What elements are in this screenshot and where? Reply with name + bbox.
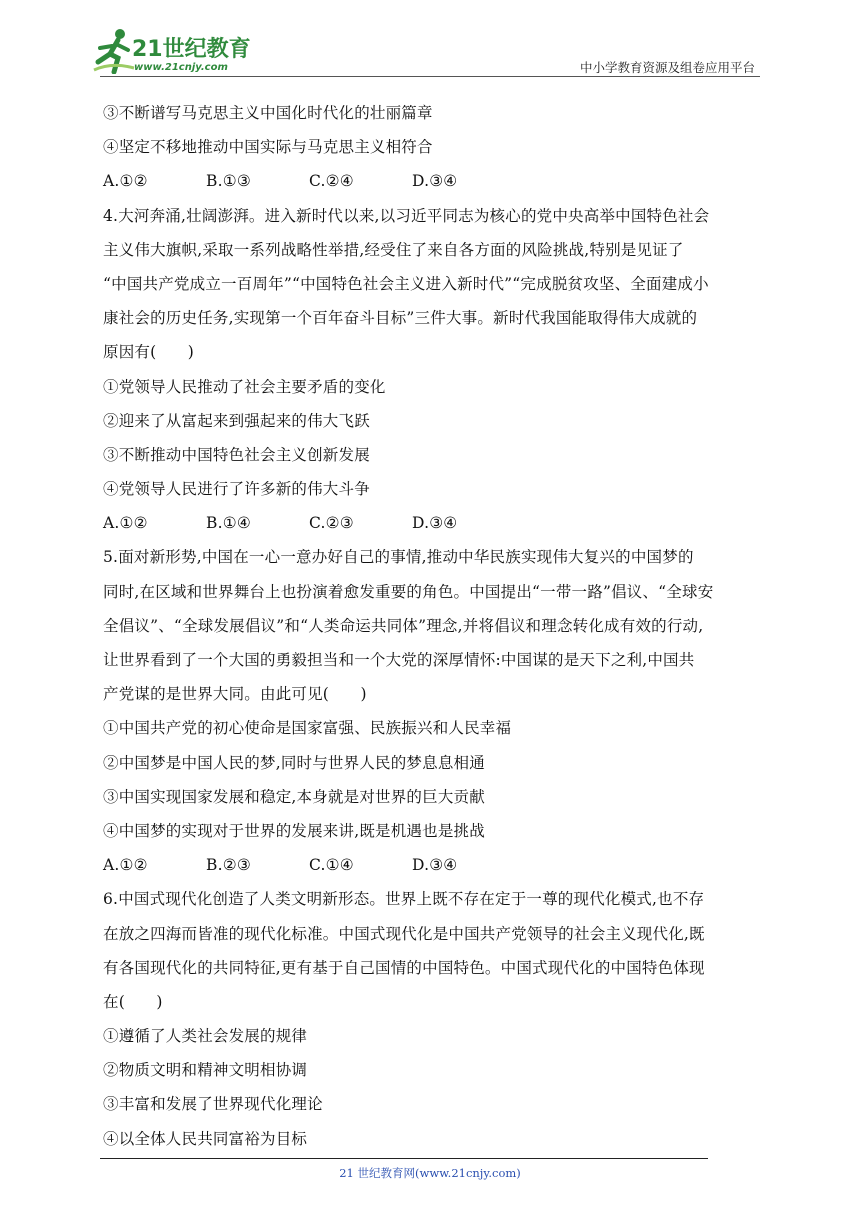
text-line: 原因有( ) [103, 343, 194, 362]
text-line: 5.面对新形势,中国在一心一意办好自己的事情,推动中华民族实现伟大复兴的中国梦的 [103, 548, 694, 567]
answer-option: C.②④ [309, 172, 354, 191]
answer-option: D.③④ [412, 514, 458, 533]
answer-options [103, 164, 765, 198]
answer-option: A.①② [103, 856, 148, 875]
text-line: 4.大河奔涌,壮阔澎湃。进入新时代以来,以习近平同志为核心的党中央高举中国特色社会 [103, 206, 710, 225]
text-line: ①中国共产党的初心使命是国家富强、民族振兴和人民幸福 [103, 719, 512, 738]
text-line: 让世界看到了一个大国的勇毅担当和一个大党的深厚情怀:中国谋的是天下之利,中国共 [103, 651, 695, 669]
answer-option: B.②③ [206, 856, 251, 875]
text-line: 全倡议”、“全球发展倡议”和“人类命运共同体”理念,并将倡议和理念转化成有效的行动, [103, 616, 704, 635]
text-line: “中国共产党成立一百周年”“中国特色社会主义进入新时代”“完成脱贫攻坚、全面建成小 [103, 274, 709, 293]
site-logo[interactable] [92, 26, 262, 78]
text-line: ④党领导人民进行了许多新的伟大斗争 [103, 480, 370, 499]
text-line: ④以全体人民共同富裕为目标 [103, 1129, 308, 1148]
page-header [0, 0, 860, 80]
answer-option: B.①④ [206, 514, 251, 533]
text-line: 在放之四海而皆准的现代化标准。中国式现代化是中国共产党领导的社会主义现代化,既 [103, 924, 705, 943]
text-line: ④坚定不移地推动中国实际与马克思主义相符合 [103, 138, 433, 157]
answer-option: D.③④ [412, 856, 458, 875]
answer-option: A.①② [103, 172, 148, 191]
answer-option: D.③④ [412, 172, 458, 191]
text-line: 有各国现代化的共同特征,更有基于自己国情的中国特色。中国式现代化的中国特色体现 [103, 958, 705, 977]
text-line: ①遵循了人类社会发展的规律 [103, 1027, 308, 1046]
answer-option: C.②③ [309, 514, 354, 533]
footer-link[interactable]: 21 世纪教育网(www.21cnjy.com) [339, 1166, 521, 1180]
header-divider [100, 76, 760, 77]
text-line: ①党领导人民推动了社会主要矛盾的变化 [103, 377, 386, 396]
text-line: 主义伟大旗帜,采取一系列战略性举措,经受住了来自各方面的风险挑战,特别是见证了 [103, 240, 684, 259]
text-line: 产党谋的是世界大同。由此可见( ) [103, 685, 367, 704]
header-tagline: 中小学教育资源及组卷应用平台 [579, 60, 755, 75]
logo-text: 21世纪教育 [132, 37, 251, 62]
text-line: ④中国梦的实现对于世界的发展来讲,既是机遇也是挑战 [103, 821, 485, 840]
text-line: ②物质文明和精神文明相协调 [103, 1061, 308, 1080]
text-line: ③丰富和发展了世界现代化理论 [103, 1095, 323, 1114]
text-line: ③不断推动中国特色社会主义创新发展 [103, 445, 370, 464]
text-line: 6.中国式现代化创造了人类文明新形态。世界上既不存在定于一尊的现代化模式,也不存 [103, 890, 705, 909]
running-man-icon [92, 28, 136, 74]
answer-options [103, 506, 765, 540]
text-line: ②迎来了从富起来到强起来的伟大飞跃 [103, 411, 370, 430]
text-line: 康社会的历史任务,实现第一个百年奋斗目标”三件大事。新时代我国能取得伟大成就的 [103, 309, 698, 328]
answer-option: A.①② [103, 514, 148, 533]
answer-options [103, 848, 765, 882]
text-line: ②中国梦是中国人民的梦,同时与世界人民的梦息息相通 [103, 753, 485, 772]
answer-option: C.①④ [309, 856, 354, 875]
logo-url: www.21cnjy.com [134, 62, 228, 73]
footer-divider [100, 1158, 708, 1159]
answer-option: B.①③ [206, 172, 251, 191]
text-line: ③不断谱写马克思主义中国化时代化的壮丽篇章 [103, 104, 433, 122]
document-body [103, 96, 765, 1156]
text-line: 在( ) [103, 992, 163, 1011]
text-line: ③中国实现国家发展和稳定,本身就是对世界的巨大贡献 [103, 787, 485, 806]
text-line: 同时,在区域和世界舞台上也扮演着愈发重要的角色。中国提出“一带一路”倡议、“全球安 [103, 582, 714, 601]
